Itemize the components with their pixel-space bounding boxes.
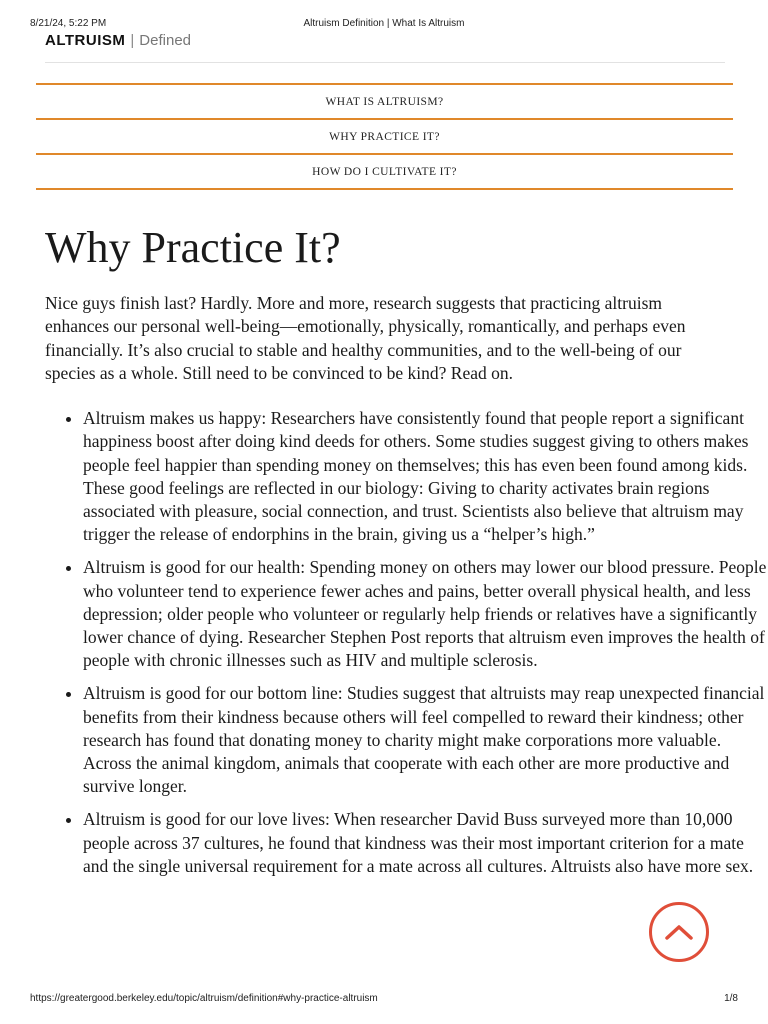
nav-item-how-do-i-cultivate-it[interactable]: HOW DO I CULTIVATE IT? [36,153,733,190]
benefits-list [45,407,768,888]
list-item-love-lives: • Altruism is good for our love lives: When researcher David Buss surveyed more than 10,000 people across 37 cultures, he found that kindness was their most important criterion for a mate and the single universal requirement for a mate across all cultures. Altruists also have more sex. [83,808,768,878]
nav-item-why-practice-it[interactable]: WHY PRACTICE IT? [36,118,733,153]
brand-separator: | [130,32,135,49]
site-brand[interactable] [45,31,191,51]
brand-subtitle: Defined [139,32,191,49]
header-divider [45,62,725,63]
print-datetime: 8/21/24, 5:22 PM [30,18,107,29]
nav-item-what-is-altruism[interactable]: WHAT IS ALTRUISM? [36,83,733,118]
list-item-health: • Altruism is good for our health: Spending money on others may lower our blood pressure. People who volunteer tend to experience fewer aches and pains, better overall physical health, and less depression; older people who volunteer or regularly help friends or relatives have a significantly lower chance of dying. Researcher Stephen Post reports that altruism even improves the health of people with chronic illnesses such as HIV and multiple sclerosis. [83,556,768,672]
page-number: 1/8 [724,993,738,1004]
list-item-bottom-line: • Altruism is good for our bottom line: Studies suggest that altruists may reap unexpected financial benefits from their kindness because others will feel compelled to reward their kindness; other research has found that donating money to charity might make corporations more valuable. Across the animal kingdom, animals that cooperate with each other are more productive and survive longer. [83,682,768,798]
chevron-up-icon [664,923,694,941]
page-title: Why Practice It? [45,223,341,272]
intro-paragraph: Nice guys finish last? Hardly. More and more, research suggests that practicing altruism enhances our personal well-being—emotionally, physically, romantically, and perhaps even financially. It’s also crucial to stable and healthy communities, and to the well-being of our species as a whole. Still need to be convinced to be kind? Read on. [45,293,686,383]
print-page-title: Altruism Definition | What Is Altruism [303,18,465,29]
list-item-happiness: • Altruism makes us happy: Researchers have consistently found that people report a significant happiness boost after doing kind deeds for others. Some studies suggest giving to others makes people feel happier than spending money on themselves; this has even been found among kids. These good feelings are reflected in our biology: Giving to charity activates brain regions associated with pleasure, social connection, and trust. Scientists also believe that altruism may trigger the release of endorphins in the brain, giving us a “helper’s high.” [83,407,768,547]
print-footer [0,993,768,1007]
scroll-to-top-button[interactable] [649,902,709,962]
brand-name: ALTRUISM [45,32,126,49]
print-url: https://greatergood.berkeley.edu/topic/altruism/definition#why-practice-altruism [30,993,378,1004]
topic-nav [36,83,733,190]
